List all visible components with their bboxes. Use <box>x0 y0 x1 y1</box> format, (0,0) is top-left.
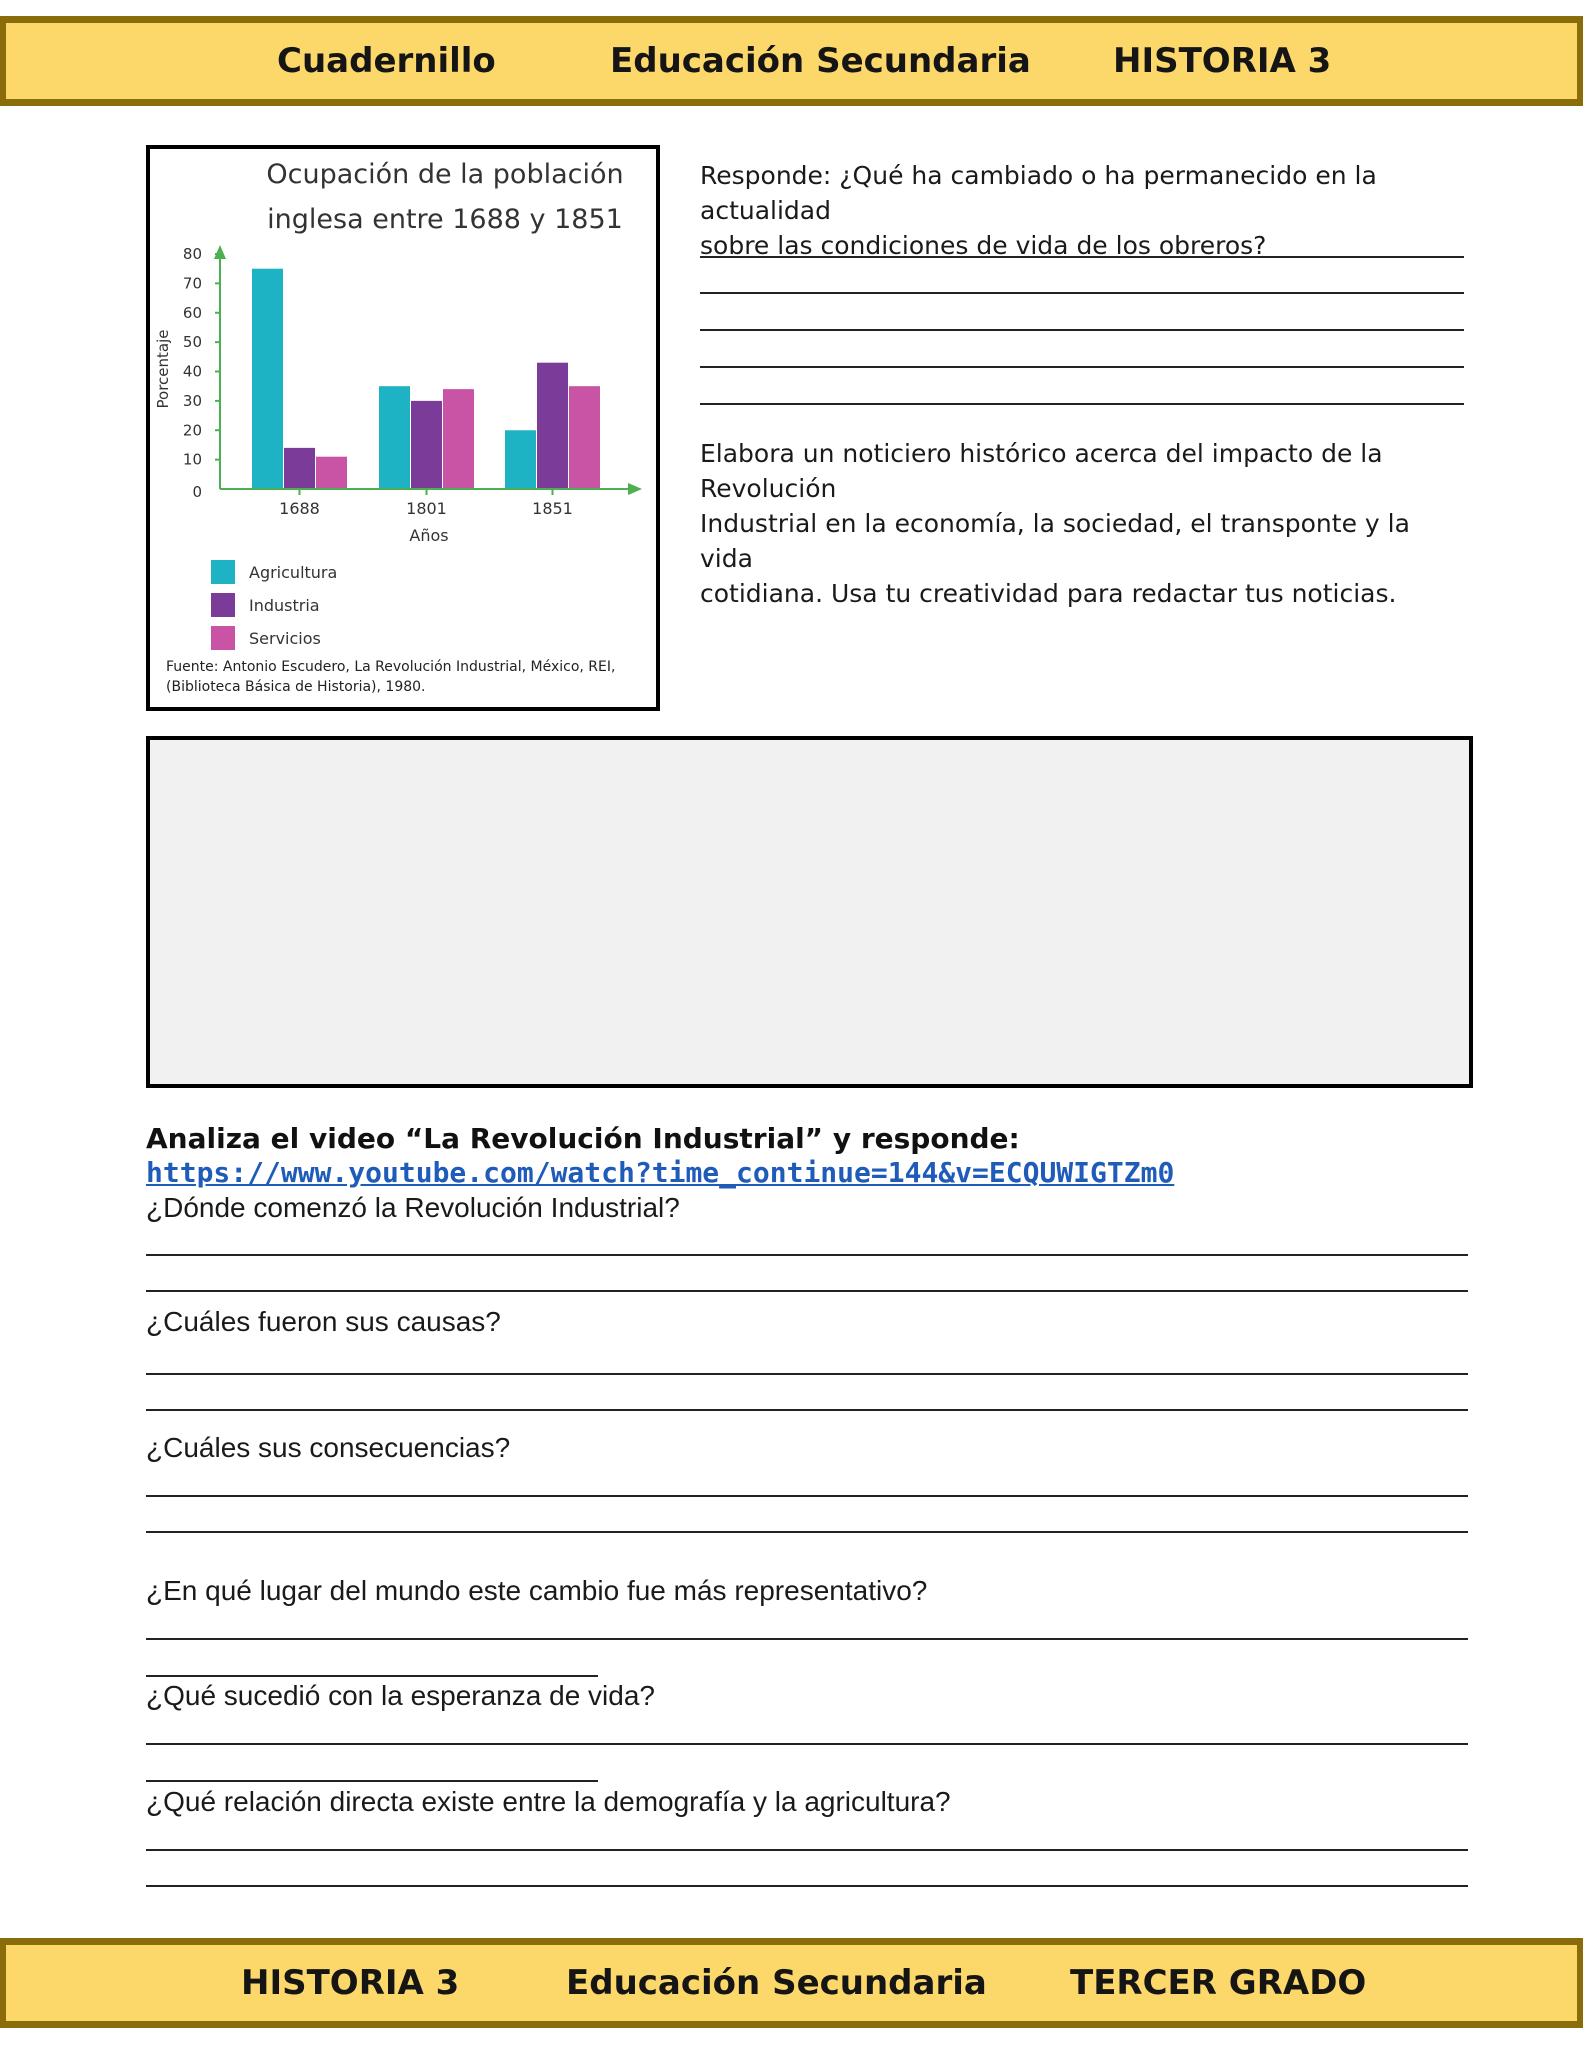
legend-label-industria: Industria <box>249 596 320 615</box>
header-banner <box>0 16 1583 106</box>
chart-title-line2: inglesa entre 1688 y 1851 <box>267 204 623 235</box>
answer-line[interactable] <box>146 1780 598 1782</box>
news-answer-box[interactable] <box>146 736 1473 1088</box>
question-2: ¿Cuáles fueron sus causas? <box>146 1306 501 1337</box>
legend-label-agricultura: Agricultura <box>249 563 338 582</box>
answer-line[interactable] <box>146 1254 1468 1256</box>
y-tick-label: 70 <box>182 274 202 293</box>
prompt-2 <box>700 436 1470 611</box>
question-5: ¿Qué sucedió con la esperanza de vida? <box>146 1680 655 1711</box>
y-tick-label: 50 <box>182 333 202 352</box>
legend-swatch-industria <box>211 593 235 617</box>
bar-industria-1801 <box>411 401 442 488</box>
footer-left: HISTORIA 3 <box>241 1963 460 2003</box>
bar-agricultura-1801 <box>379 386 410 488</box>
answer-line[interactable] <box>700 366 1464 368</box>
x-tick-label: 1688 <box>279 499 320 518</box>
chart-source-line1: Fuente: Antonio Escudero, La Revolución Industrial, México, REI, <box>166 659 616 675</box>
occupation-chart <box>146 145 660 711</box>
answer-line[interactable] <box>146 1675 598 1677</box>
bar-industria-1688 <box>284 448 315 488</box>
legend-swatch-agricultura <box>211 560 235 584</box>
y-axis-arrow <box>214 245 226 259</box>
answer-line[interactable] <box>146 1638 1468 1640</box>
answer-line[interactable] <box>146 1885 1468 1887</box>
answer-line[interactable] <box>146 1743 1468 1745</box>
question-4: ¿En qué lugar del mundo este cambio fue más representativo? <box>146 1575 928 1606</box>
answer-line[interactable] <box>700 403 1464 405</box>
answer-line[interactable] <box>146 1849 1468 1851</box>
x-axis-label: Años <box>409 526 449 545</box>
question-6: ¿Qué relación directa existe entre la demografía y la agricultura? <box>146 1786 951 1817</box>
x-tick-label: 1851 <box>532 499 573 518</box>
y-tick-label: 20 <box>182 421 202 440</box>
header-left: Cuadernillo <box>277 41 496 81</box>
y-axis-label: Porcentaje <box>154 329 172 409</box>
footer-right: TERCER GRADO <box>1070 1963 1367 2003</box>
answer-line[interactable] <box>700 256 1464 258</box>
legend-label-servicios: Servicios <box>249 629 321 648</box>
prompt-1-line1: Responde: ¿Qué ha cambiado o ha permanecido en la actualidad <box>700 161 1377 225</box>
answer-line[interactable] <box>146 1373 1468 1375</box>
y-tick-label: 30 <box>182 391 202 410</box>
video-link[interactable]: https://www.youtube.com/watch?time_continue=144&v=ECQUWIGTZm0 <box>146 1156 1175 1189</box>
y-tick-label: 60 <box>182 303 202 322</box>
prompt-1 <box>700 158 1470 263</box>
y-tick-label: 0 <box>192 483 202 501</box>
y-tick-label: 80 <box>182 245 202 263</box>
x-tick-label: 1801 <box>406 499 447 518</box>
bar-industria-1851 <box>537 363 568 488</box>
chart-svg <box>150 149 656 707</box>
footer-banner <box>0 1938 1583 2028</box>
answer-line[interactable] <box>146 1531 1468 1533</box>
footer-center: Educación Secundaria <box>566 1963 987 2003</box>
answer-line[interactable] <box>700 329 1464 331</box>
prompt-1-line2: sobre las condiciones de vida de los obreros? <box>700 231 1267 260</box>
bar-servicios-1688 <box>316 457 347 488</box>
answer-line[interactable] <box>146 1495 1468 1497</box>
legend-swatch-servicios <box>211 626 235 650</box>
prompt-2-line1: Elabora un noticiero histórico acerca del impacto de la Revolución <box>700 439 1383 503</box>
answer-line[interactable] <box>146 1290 1468 1292</box>
bar-agricultura-1851 <box>505 430 536 488</box>
question-3: ¿Cuáles sus consecuencias? <box>146 1432 511 1463</box>
header-right: HISTORIA 3 <box>1113 41 1332 81</box>
bar-servicios-1851 <box>569 386 600 488</box>
prompt-2-line3: cotidiana. Usa tu creatividad para redactar tus noticias. <box>700 579 1397 608</box>
video-title: Analiza el video “La Revolución Industrial” y responde: <box>146 1122 1020 1155</box>
x-axis-arrow <box>628 483 642 495</box>
chart-title-line1: Ocupación de la población <box>266 159 624 190</box>
chart-source-line2: (Biblioteca Básica de Historia), 1980. <box>166 679 426 695</box>
header-center: Educación Secundaria <box>610 41 1031 81</box>
question-1: ¿Dónde comenzó la Revolución Industrial? <box>146 1192 680 1223</box>
y-tick-label: 10 <box>182 450 202 469</box>
bar-agricultura-1688 <box>252 269 283 488</box>
answer-line[interactable] <box>146 1409 1468 1411</box>
bar-servicios-1801 <box>443 389 474 488</box>
y-tick-label: 40 <box>182 362 202 381</box>
prompt-2-line2: Industrial en la economía, la sociedad, el transponte y la vida <box>700 509 1410 573</box>
answer-line[interactable] <box>700 292 1464 294</box>
